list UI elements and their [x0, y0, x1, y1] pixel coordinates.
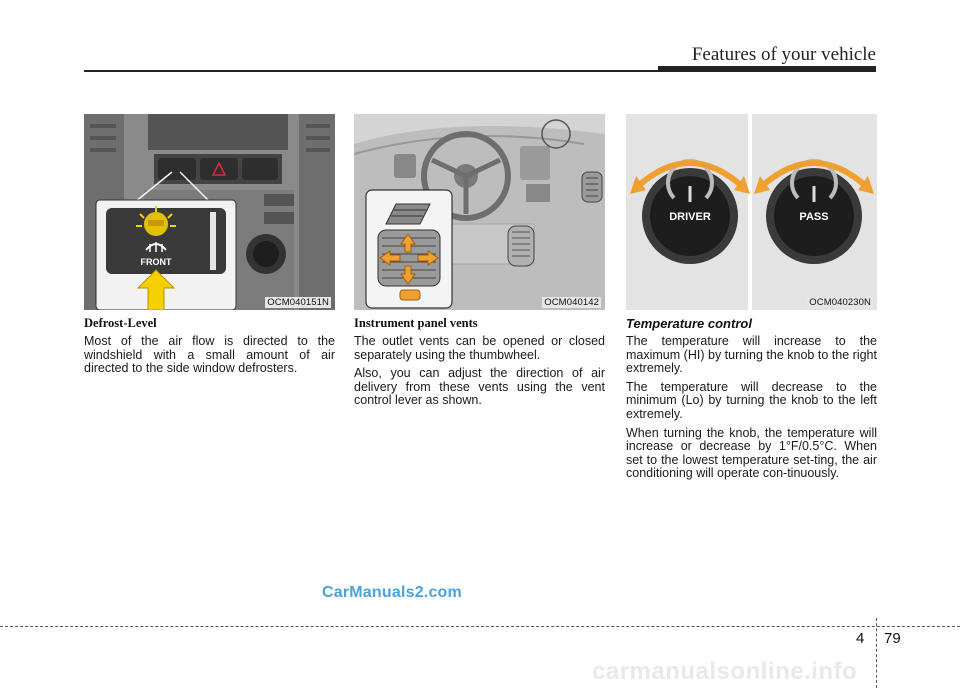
section-paragraph: When turning the knob, the temperature will increase or decrease by 1°F/0.5°C. When set to the lowest temperature set-ting, the air conditioning will operate con-tinuously.: [626, 425, 877, 481]
footer-site-watermark: carmanualsonline.info: [592, 658, 858, 685]
section-temperature-control: [626, 316, 877, 486]
header-rule: [84, 70, 661, 72]
section-instrument-panel-vents: [354, 316, 605, 413]
section-heading: Temperature control: [626, 316, 752, 331]
chapter-number: 4: [856, 630, 865, 647]
section-paragraph: The temperature will increase to the maximum (HI) by turning the knob to the right extremely.: [626, 334, 877, 376]
figure-temperature-knobs: [626, 114, 877, 310]
footer-divider: [876, 618, 877, 688]
figure-panel-vents: [354, 114, 605, 310]
figure-defrost-button: [84, 114, 335, 310]
section-paragraph: The temperature will decrease to the minimum (Lo) by turning the knob to the left extremely.: [626, 379, 877, 421]
figure-code: OCM040230N: [809, 297, 871, 308]
figure-code: OCM040142: [544, 297, 599, 308]
driver-knob-label: DRIVER: [669, 211, 711, 223]
watermark-link[interactable]: CarManuals2.com: [322, 584, 462, 601]
defrost-panel-illustration: [84, 114, 335, 310]
dashboard-vents-illustration: [354, 114, 605, 310]
section-defrost-level: [84, 316, 335, 381]
figure-code: OCM040151N: [267, 297, 329, 308]
section-heading: Defrost-Level: [84, 316, 157, 330]
passenger-knob-label: PASS: [799, 211, 829, 223]
header-rule-accent: [658, 66, 876, 72]
section-paragraph: Also, you can adjust the direction of air delivery from these vents using the vent control lever as shown.: [354, 366, 605, 408]
section-paragraph: The outlet vents can be opened or closed separately using the thumbwheel.: [354, 334, 605, 362]
section-paragraph: Most of the air flow is directed to the windshield with a small amount of air directed to the side window defrosters.: [84, 334, 335, 376]
page-number: 79: [884, 630, 901, 647]
page-header-title: Features of your vehicle: [691, 44, 876, 65]
temperature-knobs-illustration: [626, 114, 877, 310]
section-heading: Instrument panel vents: [354, 316, 478, 330]
footer-rule: [0, 626, 960, 627]
front-button-label: FRONT: [140, 257, 172, 267]
